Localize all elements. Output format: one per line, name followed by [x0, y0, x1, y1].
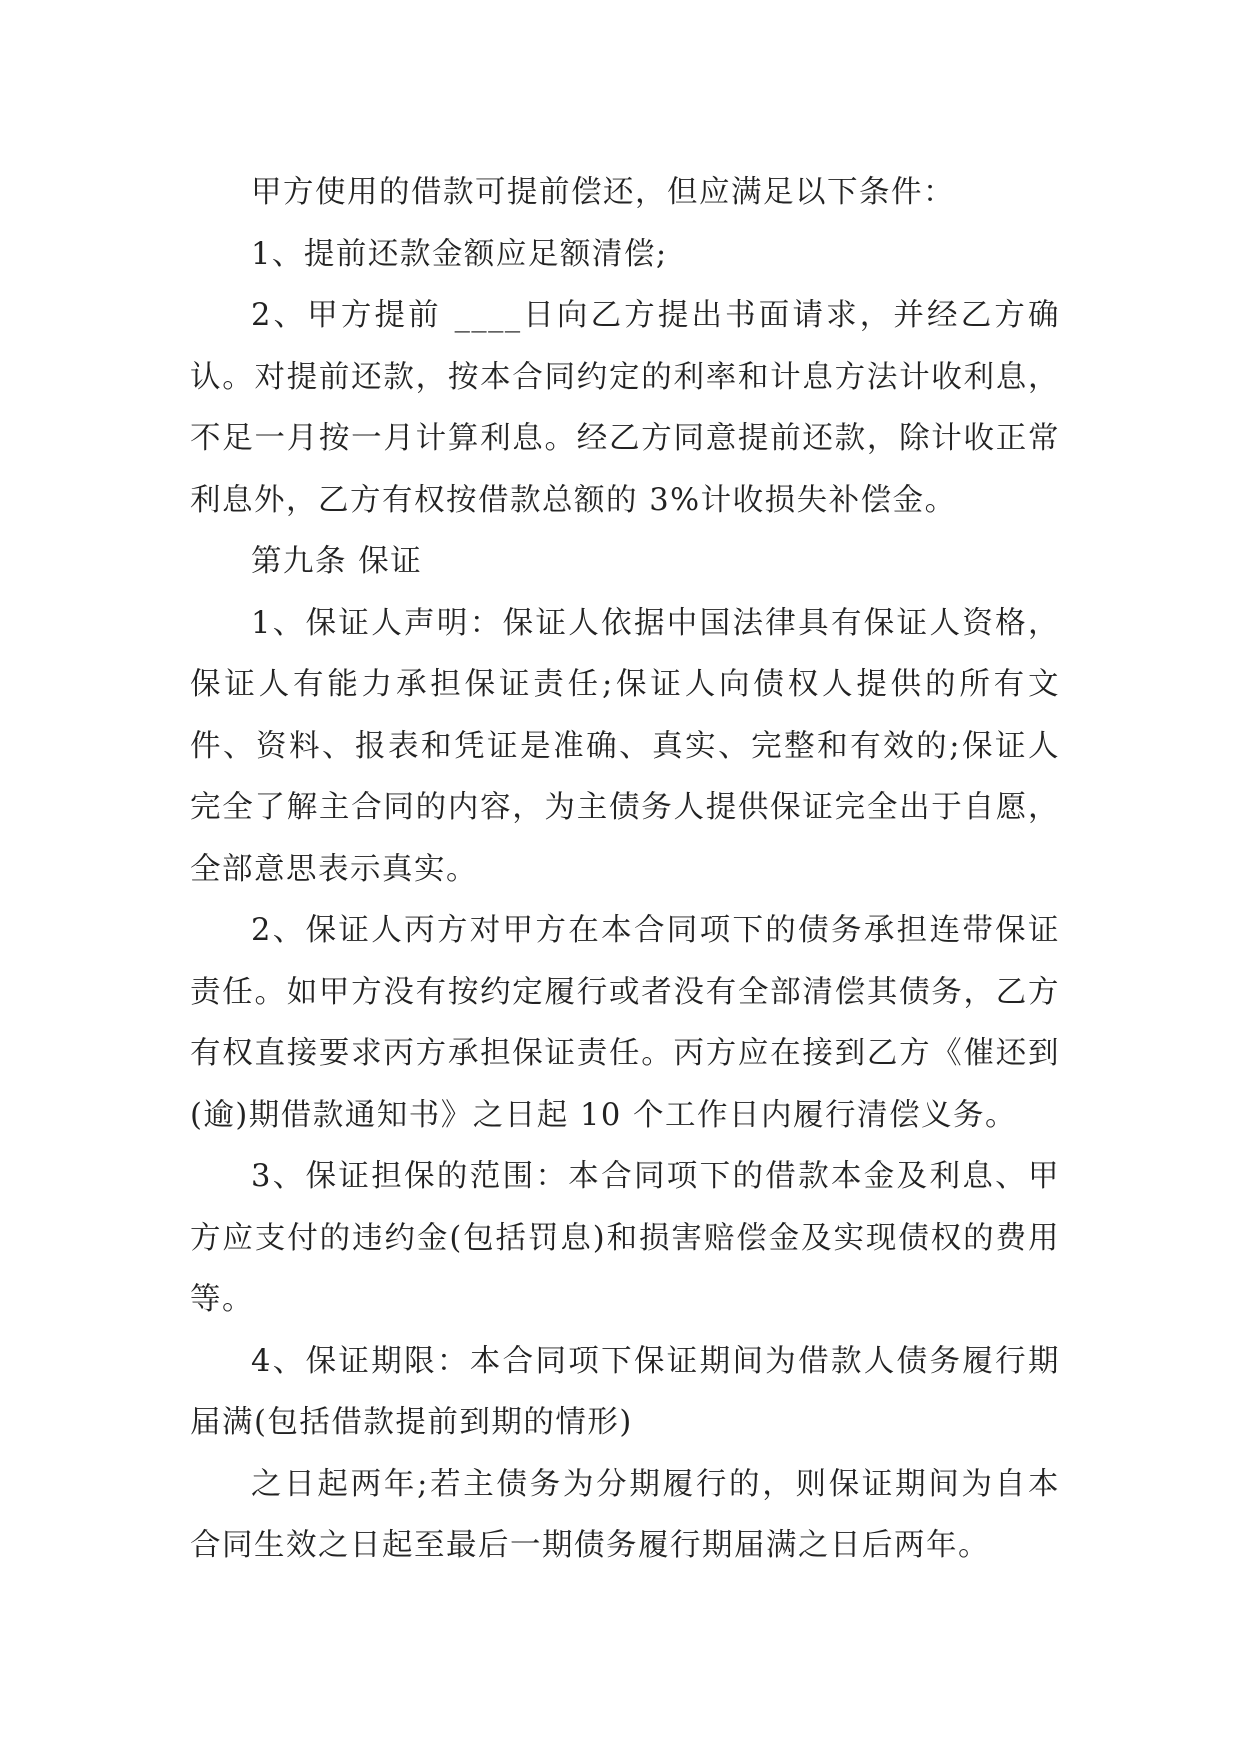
section-heading-guarantee: 第九条 保证	[251, 544, 423, 579]
paragraph-guarantee-period-continued: 之日起两年;若主债务为分期履行的，则保证期间为自本合同生效之日起至最后一期债务履行期届满之日后两年。	[190, 1466, 1060, 1563]
paragraph-full-settlement: 1、提前还款金额应足额清偿;	[251, 236, 668, 272]
paragraph-joint-liability: 2、保证人丙方对甲方在本合同项下的债务承担连带保证责任。如甲方没有按约定履行或者没有全部清偿其债务，乙方有权直接要求丙方承担保证责任。丙方应在接到乙方《催还到(逾)期借款通知书》之日起 10 个工作日内履行清偿义务。	[190, 913, 1060, 1133]
paragraph-guarantee-scope: 3、保证担保的范围：本合同项下的借款本金及利息、甲方应支付的违约金(包括罚息)和损害赔偿金及实现债权的费用等。	[190, 1159, 1060, 1317]
paragraph-guarantor-statement: 1、保证人声明：保证人依据中国法律具有保证人资格，保证人有能力承担保证责任;保证人向债权人提供的所有文件、资料、报表和凭证是准确、真实、完整和有效的;保证人完全了解主合同的内容，为主债务人提供保证完全出于自愿，全部意思表示真实。	[190, 605, 1060, 887]
paragraph-guarantee-period: 4、保证期限：本合同项下保证期间为借款人债务履行期届满(包括借款提前到期的情形)	[190, 1343, 1060, 1440]
paragraph-prepayment-conditions: 甲方使用的借款可提前偿还，但应满足以下条件：	[251, 175, 955, 210]
document-body	[190, 162, 1060, 1577]
paragraph-written-request: 2、甲方提前 ____日向乙方提出书面请求，并经乙方确认。对提前还款，按本合同约定的利率和计息方法计收利息，不足一月按一月计算利息。经乙方同意提前还款，除计收正常利息外，乙方有权按借款总额的 3%计收损失补偿金。	[190, 298, 1060, 518]
